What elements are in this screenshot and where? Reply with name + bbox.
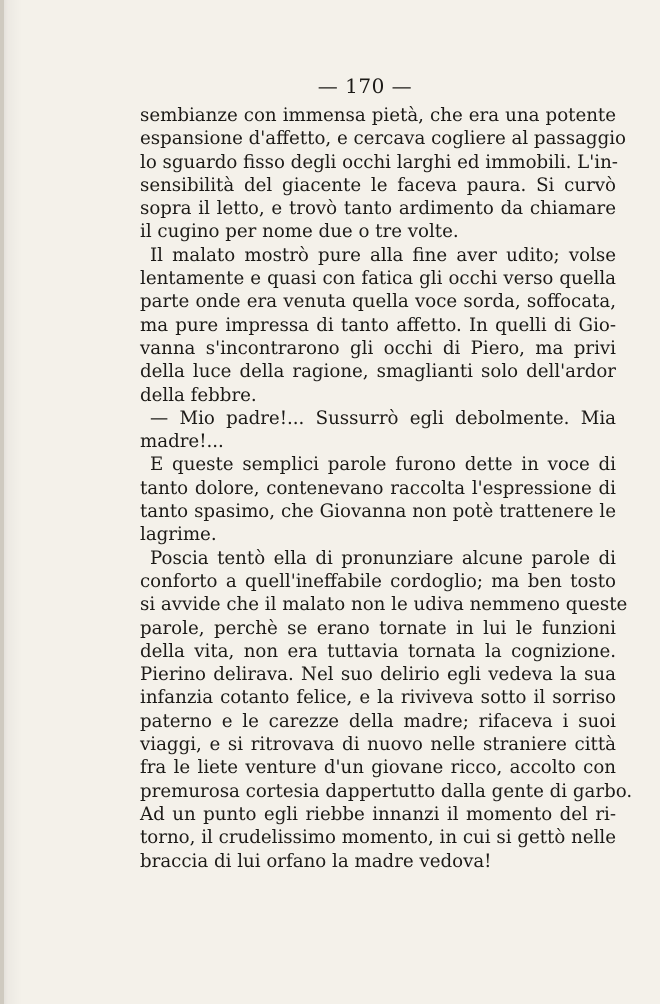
text-line: premurosa cortesia dappertutto dalla gente di garbo.	[140, 780, 633, 802]
text-line: torno, il crudelissimo momento, in cui si gettò nelle	[140, 827, 616, 849]
text-line: si avvide che il malato non le udiva nemmeno queste	[140, 594, 628, 616]
text-line: tanto spasimo, che Giovanna non potè trattenere le	[140, 501, 616, 523]
text-line: parole, perchè se erano tornate in lui le funzioni	[140, 617, 616, 639]
text-line: infanzia cotanto felice, e la riviveva sotto il sorriso	[140, 687, 616, 709]
text-line: della luce della ragione, smaglianti solo dell'ardor	[140, 361, 616, 383]
text-line: tanto dolore, contenevano raccolta l'espressione di	[140, 477, 616, 499]
text-line: viaggi, e si ritrovava di nuovo nelle straniere città	[140, 734, 616, 756]
text-line: sopra il letto, e trovò tanto ardimento da chiamare	[140, 198, 616, 220]
page-number: — 170 —	[317, 74, 413, 98]
text-line: parte onde era venuta quella voce sorda, soffocata,	[140, 291, 616, 313]
body-text	[140, 104, 633, 873]
text-line: della vita, non era tuttavia tornata la cognizione.	[140, 640, 616, 662]
page-edge	[0, 0, 4, 1004]
text-line: sensibilità del giacente le faceva paura. Si curvò	[140, 174, 616, 196]
text-line: il cugino per nome due o tre volte.	[140, 221, 459, 243]
text-line: paterno e le carezze della madre; rifaceva i suoi	[140, 710, 616, 732]
text-line: vanna s'incontrarono gli occhi di Piero, ma privi	[140, 337, 616, 359]
text-line: Il malato mostrò pure alla fine aver udito; volse	[150, 244, 616, 266]
text-line: lagrime.	[140, 524, 217, 546]
text-line: Ad un punto egli riebbe innanzi il momento del ri-	[140, 803, 616, 825]
text-line: fra le liete venture d'un giovane ricco, accolto con	[140, 757, 616, 779]
text-line: lentamente e quasi con fatica gli occhi verso quella	[140, 268, 616, 290]
text-line: sembianze con immensa pietà, che era una potente	[140, 105, 616, 126]
text-line: espansione d'affetto, e cercava cogliere al passaggio	[140, 128, 626, 150]
text-line: della febbre.	[140, 384, 257, 406]
text-line: E queste semplici parole furono dette in voce di	[150, 454, 616, 476]
text-line: Pierino delirava. Nel suo delirio egli vedeva la sua	[140, 664, 616, 686]
text-line: ma pure impressa di tanto affetto. In quelli di Gio-	[140, 314, 616, 336]
text-line: lo sguardo fisso degli occhi larghi ed immobili. L'in-	[140, 151, 618, 173]
text-line: madre!...	[140, 431, 224, 453]
text-line: Poscia tentò ella di pronunziare alcune parole di	[150, 547, 616, 569]
text-line: braccia di lui orfano la madre vedova!	[140, 850, 492, 872]
text-line: — Mio padre!... Sussurrò egli debolmente. Mia	[150, 407, 616, 429]
text-line: conforto a quell'ineffabile cordoglio; ma ben tosto	[140, 570, 616, 592]
